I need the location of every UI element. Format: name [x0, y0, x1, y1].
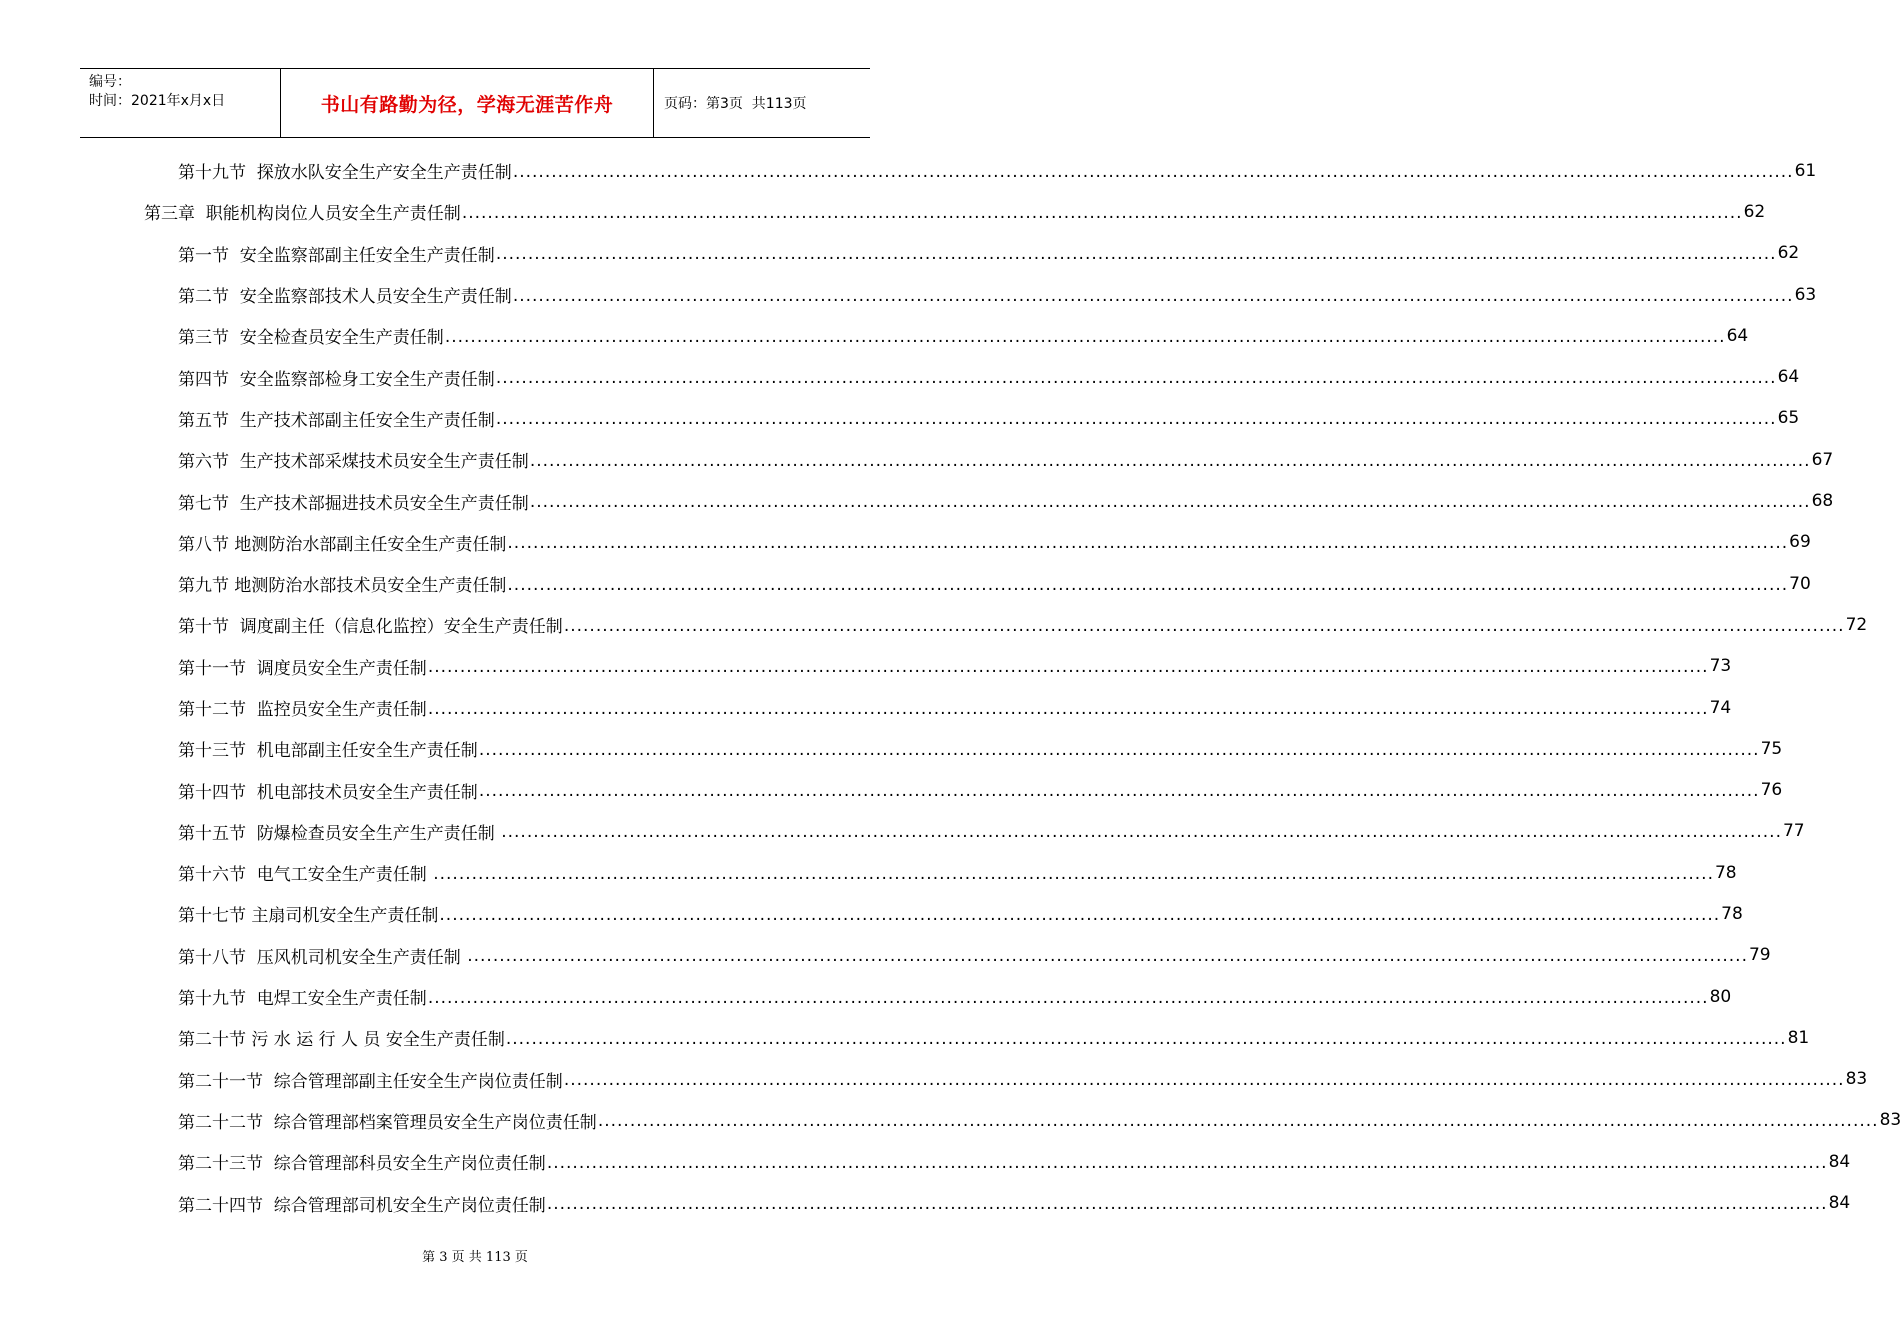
toc-leader-dots: ........................................................................................................................................................................................................	[507, 533, 1789, 554]
toc-entry[interactable]	[0, 315, 1749, 356]
toc-entry[interactable]	[0, 274, 1817, 315]
toc-leader-dots: ........................................................................................................................................................................................................	[512, 285, 1794, 306]
toc-entry-page: 62	[1743, 201, 1766, 222]
toc-entry[interactable]	[0, 893, 1743, 934]
toc-leader-dots: ........................................................................................................................................................................................................	[501, 822, 1782, 843]
toc-entry-page: 77	[1782, 821, 1805, 842]
toc-entry[interactable]	[0, 439, 1834, 480]
toc-entry-page: 75	[1760, 738, 1783, 759]
toc-entry-page: 67	[1811, 449, 1834, 470]
toc-entry-title: 第二十三节 综合管理部科员安全生产岗位责任制	[178, 1154, 546, 1175]
toc-leader-dots: ........................................................................................................................................................................................................	[427, 987, 1709, 1008]
toc-entry-page: 72	[1845, 614, 1868, 635]
toc-leader-dots: ........................................................................................................................................................................................................	[529, 450, 1811, 471]
toc-entry-title: 第十八节 压风机司机安全生产责任制	[178, 947, 467, 968]
toc-entry[interactable]	[0, 852, 1737, 893]
toc-leader-dots: ........................................................................................................................................................................................................	[478, 739, 1760, 760]
toc-entry-page: 64	[1777, 367, 1800, 388]
toc-leader-dots: ........................................................................................................................................................................................................	[563, 1070, 1845, 1091]
toc-leader-dots: ........................................................................................................................................................................................................	[427, 657, 1709, 678]
toc-entry[interactable]	[0, 1017, 1810, 1058]
toc-entry-page: 74	[1709, 697, 1732, 718]
header-meta	[80, 69, 281, 137]
toc-entry-page: 65	[1777, 408, 1800, 429]
toc-leader-dots: ........................................................................................................................................................................................................	[461, 202, 1743, 223]
toc-leader-dots: ........................................................................................................................................................................................................	[495, 409, 1777, 430]
toc-entry-page: 83	[1879, 1110, 1901, 1131]
toc-leader-dots: ........................................................................................................................................................................................................	[495, 244, 1777, 265]
toc-leader-dots: ........................................................................................................................................................................................................	[546, 1194, 1828, 1215]
toc-entry[interactable]	[0, 604, 1868, 645]
toc-entry-title: 第十节 调度副主任（信息化监控）安全生产责任制	[178, 617, 563, 638]
toc-entry-title: 第十九节 探放水队安全生产安全生产责任制	[178, 163, 512, 184]
page-header	[80, 68, 870, 138]
toc-entry[interactable]	[0, 522, 1811, 563]
toc-entry-page: 83	[1845, 1069, 1868, 1090]
toc-entry[interactable]	[0, 191, 1766, 232]
toc-entry[interactable]	[0, 563, 1811, 604]
toc-entry-page: 64	[1726, 325, 1749, 346]
toc-entry-page: 84	[1828, 1193, 1851, 1214]
toc-entry[interactable]	[0, 480, 1834, 521]
toc-entry-title: 第十三节 机电部副主任安全生产责任制	[178, 741, 478, 762]
header-page-info	[654, 69, 870, 137]
toc-entry-title: 第五节 生产技术部副主任安全生产责任制	[178, 410, 495, 431]
toc-entry-title: 第九节 地测防治水部技术员安全生产责任制	[178, 576, 507, 597]
toc-entry[interactable]	[0, 1141, 1851, 1182]
toc-entry-title: 第六节 生产技术部采煤技术员安全生产责任制	[178, 452, 529, 473]
toc-entry-title: 第二十四节 综合管理部司机安全生产岗位责任制	[178, 1195, 546, 1216]
toc-entry[interactable]	[0, 728, 1783, 769]
toc-entry[interactable]	[0, 1059, 1868, 1100]
toc-entry-title: 第二十节 污 水 运 行 人 员 安全生产责任制	[178, 1030, 505, 1051]
toc-entry[interactable]	[0, 233, 1800, 274]
toc-entry[interactable]	[0, 1182, 1851, 1223]
toc-entry-page: 68	[1811, 491, 1834, 512]
toc-leader-dots: ........................................................................................................................................................................................................	[597, 1111, 1879, 1132]
toc-entry-page: 76	[1760, 780, 1783, 801]
toc-entry-title: 第四节 安全监察部检身工安全生产责任制	[178, 369, 495, 390]
toc-entry-title: 第十六节 电气工安全生产责任制	[178, 865, 433, 886]
toc-leader-dots: ........................................................................................................................................................................................................	[507, 574, 1789, 595]
toc-entry[interactable]	[0, 398, 1800, 439]
toc-entry-title: 第二十一节 综合管理部副主任安全生产岗位责任制	[178, 1071, 563, 1092]
page-footer: 第 3 页 共 113 页	[422, 1250, 528, 1265]
toc-entry-page: 84	[1828, 1151, 1851, 1172]
toc-entry-page: 73	[1709, 656, 1732, 677]
toc-entry-page: 81	[1787, 1027, 1810, 1048]
header-motto: 书山有路勤为径，学海无涯苦作舟	[281, 69, 654, 137]
toc-entry-title: 第十五节 防爆检查员安全生产生产责任制	[178, 823, 501, 844]
toc-leader-dots: ........................................................................................................................................................................................................	[433, 863, 1714, 884]
toc-entry-title: 第三节 安全检查员安全生产责任制	[178, 328, 444, 349]
toc-entry-page: 79	[1748, 945, 1771, 966]
toc-leader-dots: ........................................................................................................................................................................................................	[505, 1028, 1787, 1049]
toc-entry-page: 78	[1714, 862, 1737, 883]
toc-leader-dots: ........................................................................................................................................................................................................	[478, 781, 1760, 802]
toc-leader-dots: ........................................................................................................................................................................................................	[495, 368, 1777, 389]
toc-leader-dots: ........................................................................................................................................................................................................	[546, 1152, 1828, 1173]
toc-entry-page: 69	[1789, 532, 1811, 553]
toc-leader-dots: ........................................................................................................................................................................................................	[563, 615, 1845, 636]
toc-entry-title: 第二十二节 综合管理部档案管理员安全生产岗位责任制	[178, 1112, 597, 1133]
toc-entry-title: 第二节 安全监察部技术人员安全生产责任制	[178, 287, 512, 308]
toc-entry-title: 第十一节 调度员安全生产责任制	[178, 658, 427, 679]
toc-entry[interactable]	[0, 150, 1817, 191]
toc-entry[interactable]	[0, 687, 1732, 728]
toc-entry-title: 第十二节 监控员安全生产责任制	[178, 700, 427, 720]
toc-entry-page: 61	[1794, 160, 1817, 181]
toc-entry-page: 78	[1721, 903, 1743, 924]
toc-entry-title: 第十四节 机电部技术员安全生产责任制	[178, 782, 478, 803]
toc-entry[interactable]	[0, 976, 1732, 1017]
toc-entry-page: 70	[1789, 573, 1811, 594]
toc-entry[interactable]	[0, 811, 1805, 852]
table-of-contents	[0, 150, 1901, 1224]
toc-leader-dots: ........................................................................................................................................................................................................	[467, 946, 1748, 967]
document-date-label: 时间：2021年x月x日	[89, 93, 226, 109]
toc-entry[interactable]	[0, 935, 1771, 976]
toc-leader-dots: ........................................................................................................................................................................................................	[427, 698, 1709, 719]
toc-entry[interactable]	[0, 356, 1800, 397]
toc-leader-dots: ........................................................................................................................................................................................................	[439, 904, 1721, 925]
toc-entry[interactable]	[0, 1100, 1901, 1141]
toc-entry-title: 第八节 地测防治水部副主任安全生产责任制	[178, 534, 507, 555]
toc-entry-title: 第七节 生产技术部掘进技术员安全生产责任制	[178, 493, 529, 514]
toc-entry-title: 第十九节 电焊工安全生产责任制	[178, 989, 427, 1010]
toc-entry-page: 62	[1777, 243, 1800, 264]
toc-entry[interactable]	[0, 769, 1783, 810]
toc-entry-title: 第一节 安全监察部副主任安全生产责任制	[178, 245, 495, 266]
document-code-label: 编号：	[89, 74, 131, 90]
toc-entry-page: 63	[1794, 284, 1817, 305]
toc-entry-page: 80	[1709, 986, 1732, 1007]
toc-entry-title: 第十七节 主扇司机安全生产责任制	[178, 906, 439, 927]
toc-leader-dots: ........................................................................................................................................................................................................	[529, 492, 1811, 513]
header-page-info-text: 页码：第3页 共113页	[664, 96, 807, 112]
toc-entry-title: 第三章 职能机构岗位人员安全生产责任制	[144, 204, 461, 225]
toc-entry[interactable]	[0, 646, 1732, 687]
toc-leader-dots: ........................................................................................................................................................................................................	[444, 326, 1726, 347]
toc-leader-dots: ........................................................................................................................................................................................................	[512, 161, 1794, 182]
